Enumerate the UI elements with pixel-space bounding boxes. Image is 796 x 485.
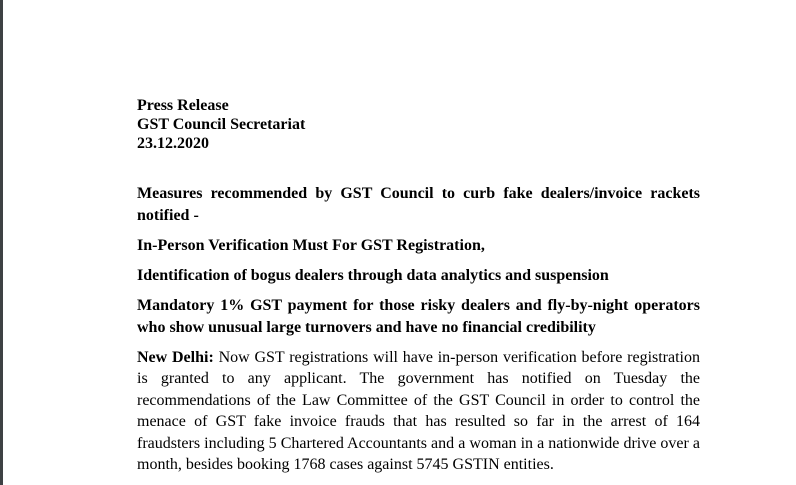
issuing-body: GST Council Secretariat [137, 116, 306, 133]
document-page [3, 0, 796, 485]
dateline: New Delhi: [137, 349, 214, 366]
body-text: Now GST registrations will have in-person verification before registration is granted to any applicant. The government has notified on Tuesday the recommendations of the Law Committee of the GST Council in order to control the menace of GST fake invoice frauds that has resulted so far in the arrest of 164 fraudsters including 5 Chartered Accountants and a woman in a nationwide drive over a month, besides booking 1768 cases against 5745 GSTIN entities. [137, 349, 701, 474]
page-content [137, 96, 700, 475]
headline-verification: In-Person Verification Must For GST Registration, [137, 237, 485, 254]
headline-identification: Identification of bogus dealers through data analytics and suspension [137, 267, 609, 284]
headline-mandatory-payment: Mandatory 1% GST payment for those risky dealers and fly-by-night operators who show unusual large turnovers and have no financial credibility [137, 297, 700, 336]
body-paragraph [137, 347, 700, 475]
headline-main: Measures recommended by GST Council to curb fake dealers/invoice rackets notified - [137, 185, 700, 224]
release-date: 23.12.2020 [137, 135, 209, 152]
release-type: Press Release [137, 97, 229, 114]
